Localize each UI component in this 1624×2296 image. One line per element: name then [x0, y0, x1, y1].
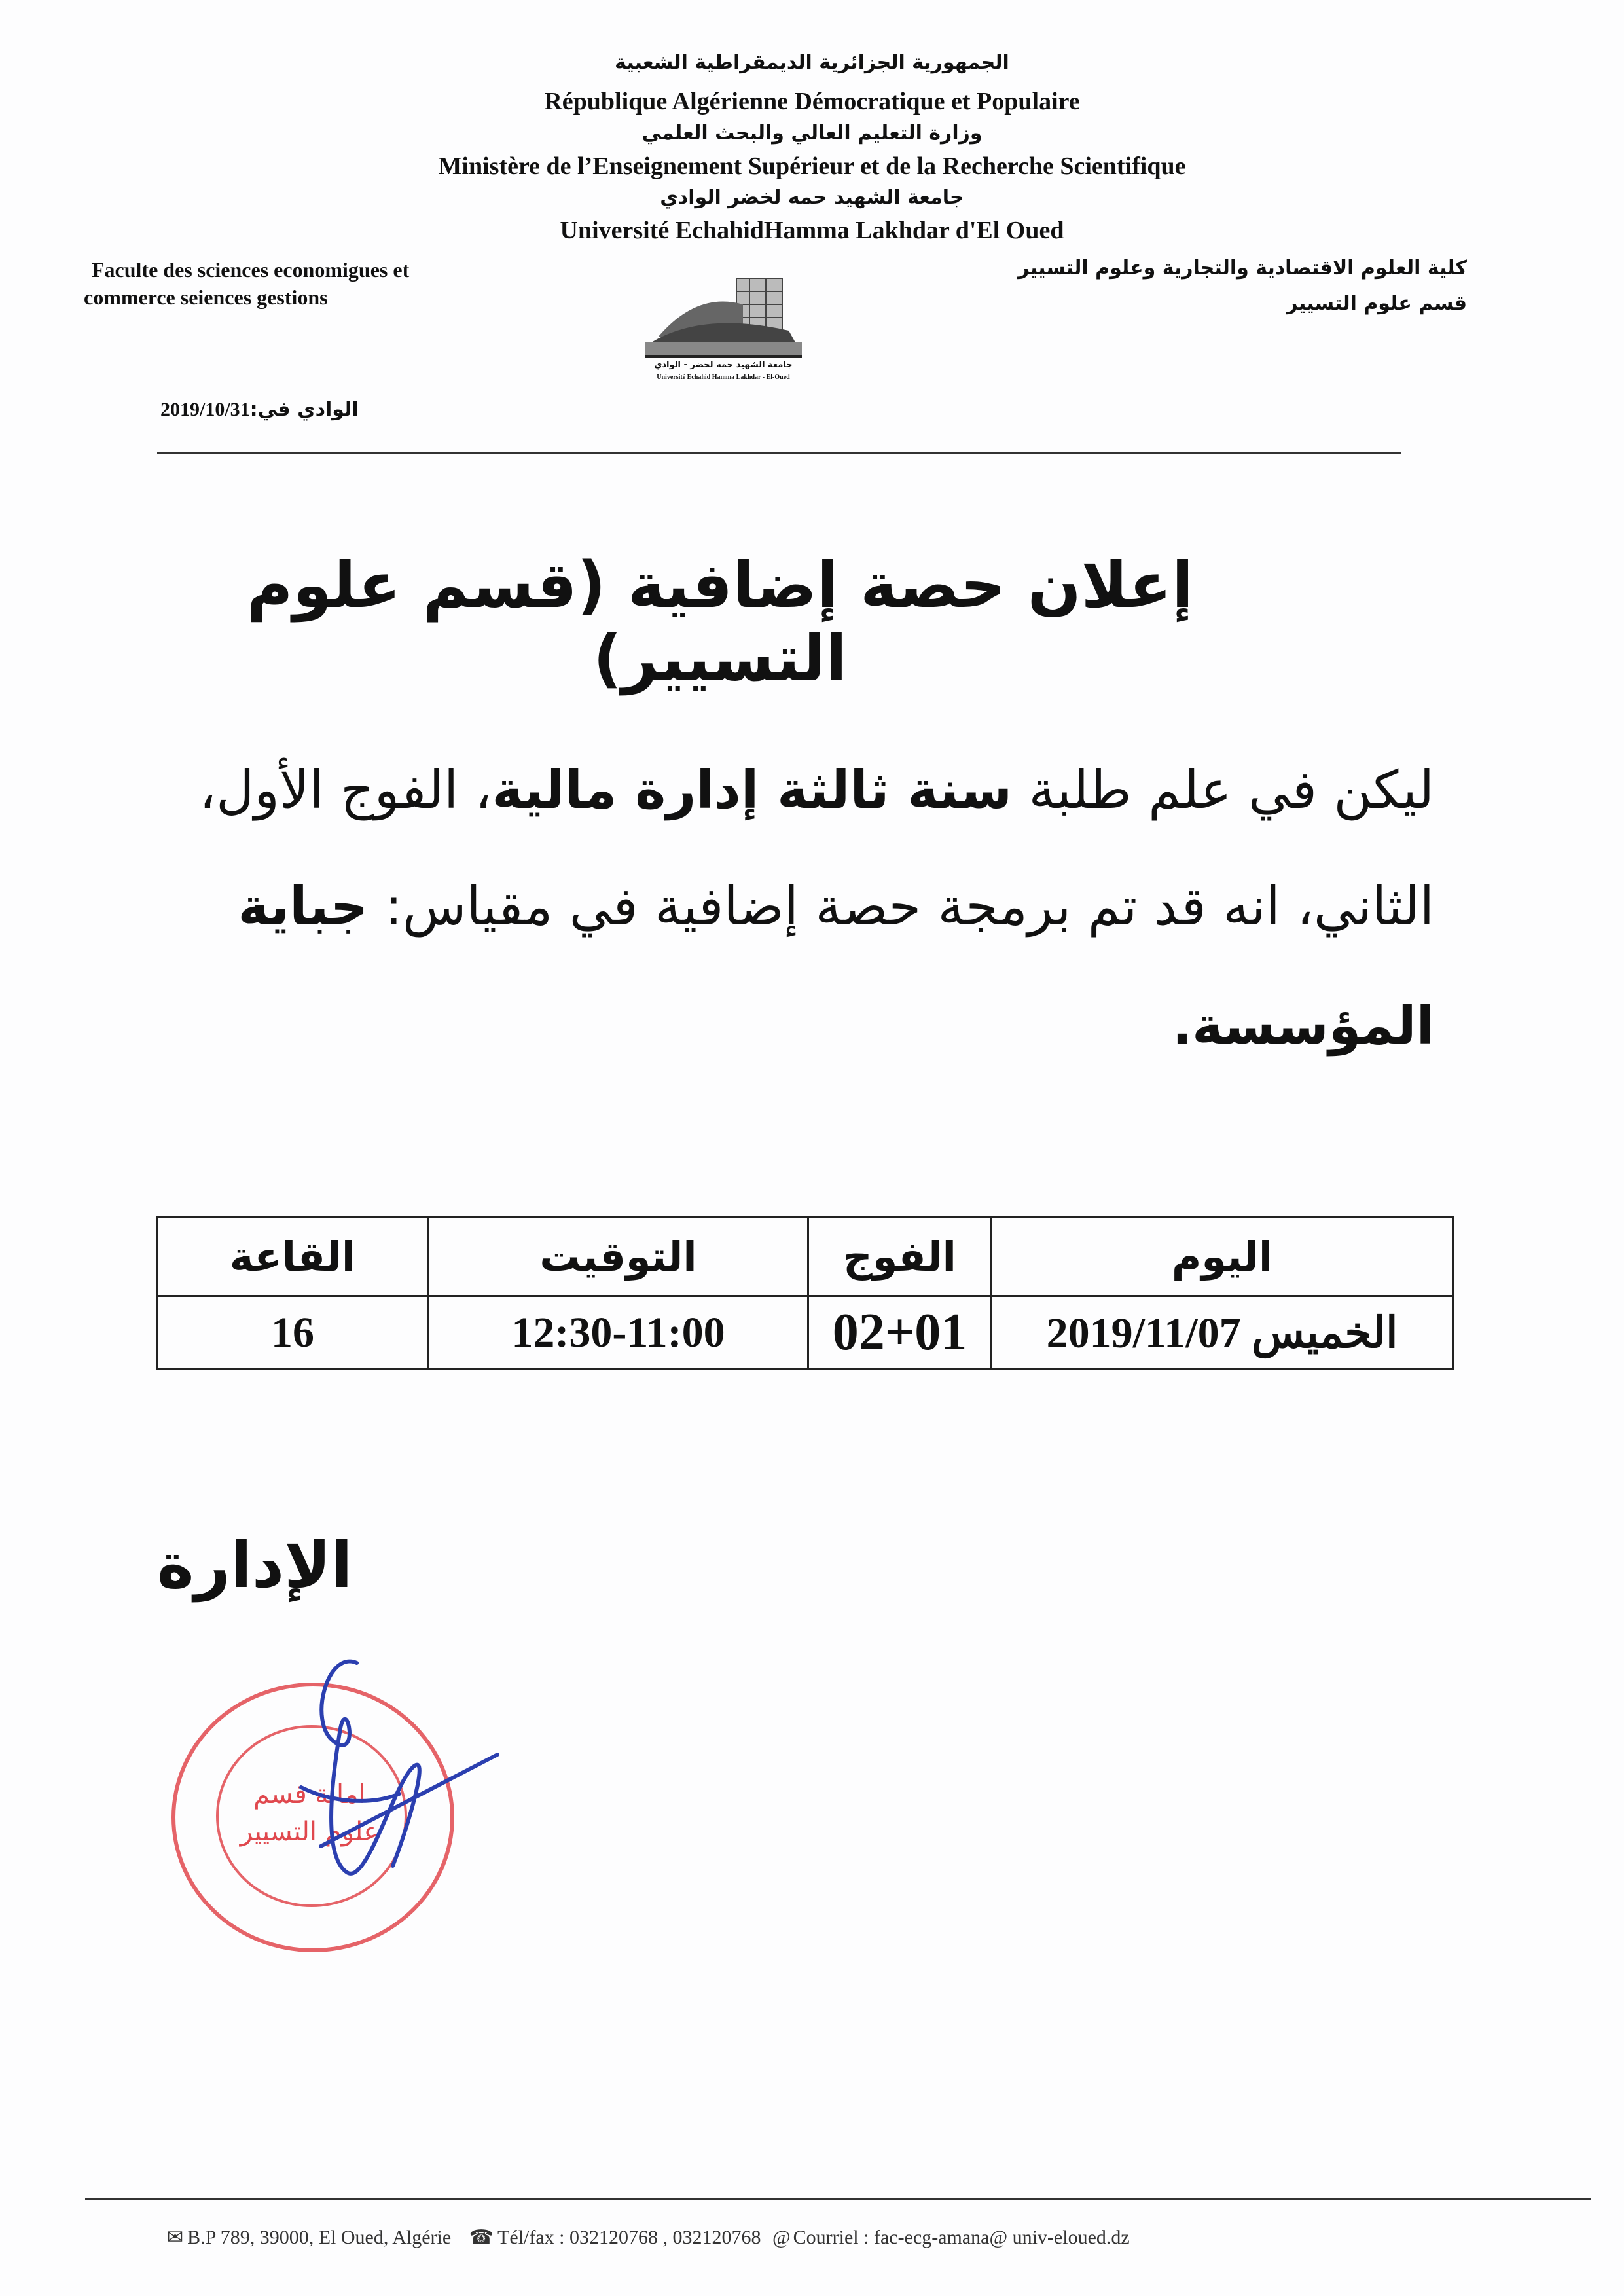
cell-group: 02+01 [808, 1296, 992, 1370]
logo-caption-fr: Université Echahid Hamma Lakhdar - El-Oued [657, 374, 790, 381]
university-logo [638, 265, 808, 390]
date-label: الوادي في: [249, 398, 359, 421]
republic-ar: الجمهورية الجزائرية الديمقراطية الشعبية [615, 51, 1009, 74]
administration-label: الإدارة [157, 1529, 353, 1602]
stamp-center-line2: علوم التسيير [240, 1817, 380, 1847]
body-line-1 [199, 759, 1434, 820]
header-room: القاعة [157, 1218, 429, 1296]
phone-icon: ☎ [469, 2227, 494, 2248]
body-line-2-text: الثاني، انه قد تم برمجة حصة إضافية في مقياس: [368, 876, 1434, 937]
cell-time: 12:30-11:00 [429, 1296, 808, 1370]
faculty-ar-line2: قسم علوم التسيير [1286, 292, 1467, 315]
schedule-row [157, 1296, 1453, 1370]
ministry-ar: وزارة التعليم العالي والبحث العلمي [641, 122, 983, 145]
faculty-ar-line1: كلية العلوم الاقتصادية والتجارية وعلوم التسيير [1018, 257, 1467, 280]
header-divider [157, 452, 1401, 454]
footer-divider [85, 2198, 1591, 2200]
module-name-part2: المؤسسة. [1172, 995, 1434, 1056]
header-time: التوقيت [429, 1218, 808, 1296]
ministry-fr: Ministère de l’Enseignement Supérieur et de la Recherche Scientifique [438, 153, 1186, 180]
university-building-icon [638, 265, 808, 363]
email-icon: @ [772, 2227, 791, 2248]
university-fr: Université EchahidHamma Lakhdar d'El Oued [560, 217, 1064, 244]
announcement-title: إعلان حصة إضافية (قسم علوم التسيير) [247, 549, 1193, 695]
header-group: الفوج [808, 1218, 992, 1296]
republic-fr: République Algérienne Démocratique et Populaire [544, 88, 1080, 115]
stamp-center-line1: امانة قسم [253, 1779, 366, 1810]
schedule-header-row [157, 1218, 1453, 1296]
date-line [160, 398, 359, 421]
cell-room: 16 [157, 1296, 429, 1370]
faculty-fr-line1: Faculte des sciences economigues et [92, 258, 410, 282]
module-name-part1: جباية [238, 876, 369, 937]
footer-phone: Tél/fax : 032120768 , 032120768 [497, 2227, 761, 2248]
date-value: 2019/10/31 [160, 399, 250, 420]
cell-day: الخميس 2019/11/07 [992, 1296, 1453, 1370]
faculty-fr-line2: commerce seiences gestions [84, 285, 328, 309]
body-line-1-text: ليكن في علم طلبة [1012, 759, 1434, 820]
footer-email: Courriel : fac-ecg-amana@ univ-eloued.dz [793, 2227, 1130, 2248]
handwritten-signature [196, 1637, 511, 1912]
body-line-2 [238, 876, 1434, 937]
university-ar: جامعة الشهيد حمه لخضر الوادي [660, 186, 964, 209]
footer-address: B.P 789, 39000, El Oued, Algérie [187, 2227, 452, 2248]
header-day: اليوم [992, 1218, 1453, 1296]
mail-icon: ✉ [167, 2227, 184, 2248]
class-name: سنة ثالثة إدارة مالية [492, 759, 1013, 820]
logo-caption-ar: جامعة الشهيد حمه لخضر - الوادي [654, 360, 793, 370]
body-line-1-end: ، الفوج الأول، [199, 759, 492, 820]
schedule-table [156, 1216, 1452, 1368]
footer [167, 2226, 1130, 2249]
